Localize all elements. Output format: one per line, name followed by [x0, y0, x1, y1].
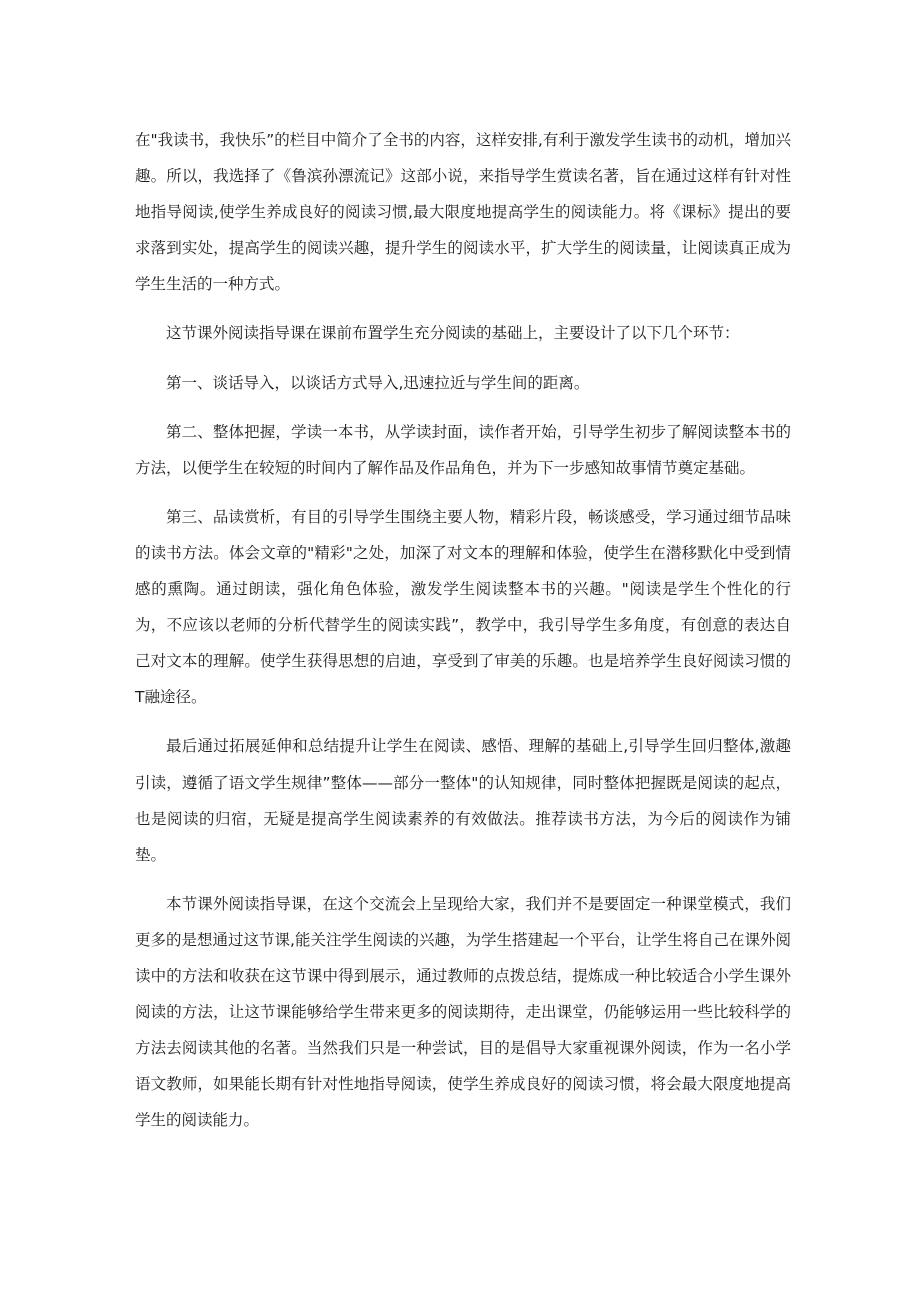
- paragraph-conclusion: 本节课外阅读指导课，在这个交流会上呈现给大家，我们并不是要固定一种课堂模式，我们更多的是想通过这节课,能关注学生阅读的兴趣，为学生搭建起一个平台，让学生将自己在课外阅读中的方法和收获在这节课中得到展示，通过教师的点拨总结，提炼成一种比较适合小学生课外阅读的方法，让这节课能够给学生带来更多的阅读期待，走出课堂，仍能够运用一些比较科学的方法去阅读其他的名著。当然我们只是一种尝试，目的是倡导大家重视课外阅读，作为一名小学语文教师，如果能长期有针对性地指导阅读，使学生养成良好的阅读习惯，将会最大限度地提高学生的阅读能力。: [135, 894, 791, 1130]
- paragraph-step-two: 第二、整体把握，学读一本书，从学读封面，读作者开始，引导学生初步了解阅读整本书的方法，以便学生在较短的时间内了解作品及作品角色，并为下一步感知故事情节奠定基础。: [135, 422, 791, 477]
- paragraph-step-three: 第三、品读赏析，有目的引导学生围绕主要人物，精彩片段，畅谈感受，学习通过细节品味的读书方法。体会文章的"精彩"之处，加深了对文本的理解和体验，使学生在潜移默化中受到情感的熏陶。通过朗读，强化角色体验，激发学生阅读整本书的兴趣。"阅读是学生个性化的行为，不应该以老师的分析代替学生的阅读实践”，教学中，我引导学生多角度，有创意的表达自己对文本的理解。使学生获得思想的启迪，享受到了审美的乐趣。也是培养学生良好阅读习惯的T融途径。: [135, 507, 791, 707]
- paragraph-step-one: 第一、谈话导入，以谈话方式导入,迅速拉近与学生间的距离。: [166, 373, 590, 392]
- document-body: [135, 122, 791, 1151]
- paragraph-final-step: 最后通过拓展延伸和总结提升让学生在阅读、感悟、理解的基础上,引导学生回归整体,激趣引读，遵循了语文学生规律”整体——部分一整体"的认知规律，同时整体把握既是阅读的起点，也是阅读的归宿，无疑是提高学生阅读素养的有效做法。推荐读书方法，为今后的阅读作为铺垫。: [135, 737, 791, 864]
- paragraph-design-overview: 这节课外阅读指导课在课前布置学生充分阅读的基础上，主要设计了以下几个环节：: [166, 324, 740, 343]
- paragraph-intro: 在"我读书，我快乐”的栏目中简介了全书的内容，这样安排,有利于激发学生读书的动机，增加兴趣。所以，我选择了《鲁滨孙漂流记》这部小说，来指导学生赏读名著，旨在通过这样有针对性地指导阅读,使学生养成良好的阅读习惯,最大限度地提高学生的阅读能力。将《课标》提出的要求落到实处，提高学生的阅读兴趣，提升学生的阅读水平，扩大学生的阅读量，让阅读真正成为学生生活的一种方式。: [135, 131, 791, 294]
